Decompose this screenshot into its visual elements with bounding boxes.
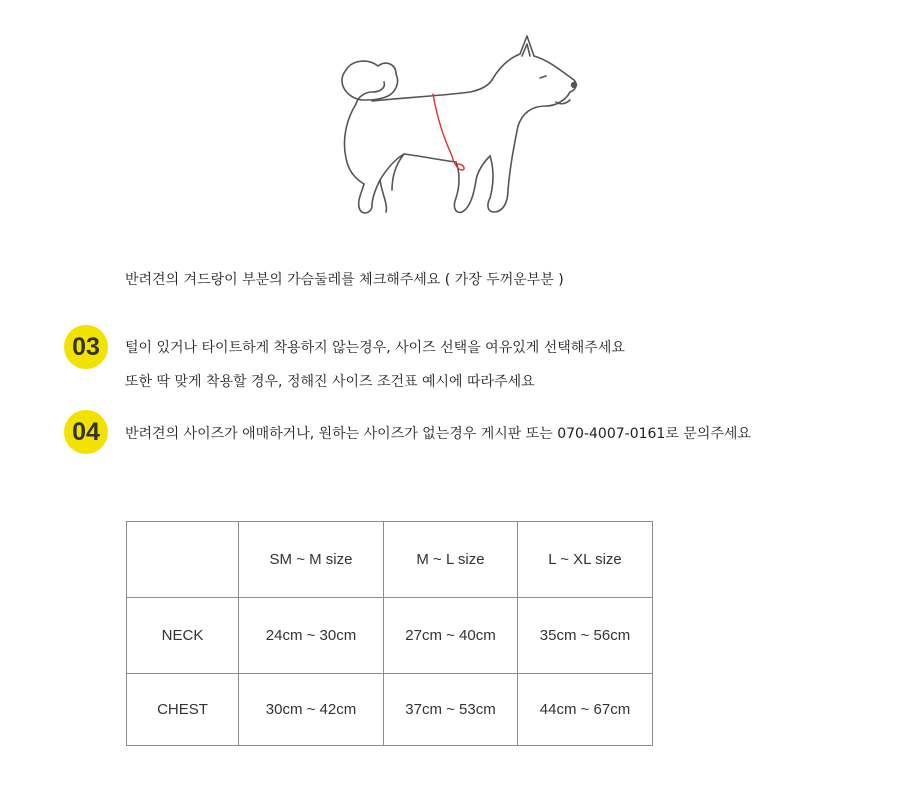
- table-header-l-xl: L ~ XL size: [518, 522, 653, 598]
- table-cell: 27cm ~ 40cm: [384, 598, 518, 674]
- table-cell: 37cm ~ 53cm: [384, 674, 518, 746]
- step-04-line-1: 반려견의 사이즈가 애매하거나, 원하는 사이즈가 없는경우 게시판 또는 070-4007-0161로 문의주세요: [125, 426, 751, 442]
- chest-measure-note: 반려견의 겨드랑이 부분의 가슴둘레를 체크해주세요 ( 가장 두꺼운부분 ): [125, 272, 564, 288]
- table-header-m-l: M ~ L size: [384, 522, 518, 598]
- step-04-badge: 04: [64, 410, 108, 454]
- table-row: [127, 598, 653, 674]
- table-cell: 24cm ~ 30cm: [239, 598, 384, 674]
- table-cell: 35cm ~ 56cm: [518, 598, 653, 674]
- size-chart-table: [126, 521, 653, 746]
- dog-chest-measure-illustration: [330, 30, 590, 220]
- row-label-neck: NECK: [127, 598, 239, 674]
- table-row: [127, 674, 653, 746]
- step-03-line-2: 또한 딱 맞게 착용할 경우, 정해진 사이즈 조건표 예시에 따라주세요: [125, 374, 535, 390]
- row-label-chest: CHEST: [127, 674, 239, 746]
- table-header-sm-m: SM ~ M size: [239, 522, 384, 598]
- step-03-badge: 03: [64, 325, 108, 369]
- table-header-empty: [127, 522, 239, 598]
- table-cell: 44cm ~ 67cm: [518, 674, 653, 746]
- table-header-row: [127, 522, 653, 598]
- table-cell: 30cm ~ 42cm: [239, 674, 384, 746]
- step-03-line-1: 털이 있거나 타이트하게 착용하지 않는경우, 사이즈 선택을 여유있게 선택해주세요: [125, 340, 625, 356]
